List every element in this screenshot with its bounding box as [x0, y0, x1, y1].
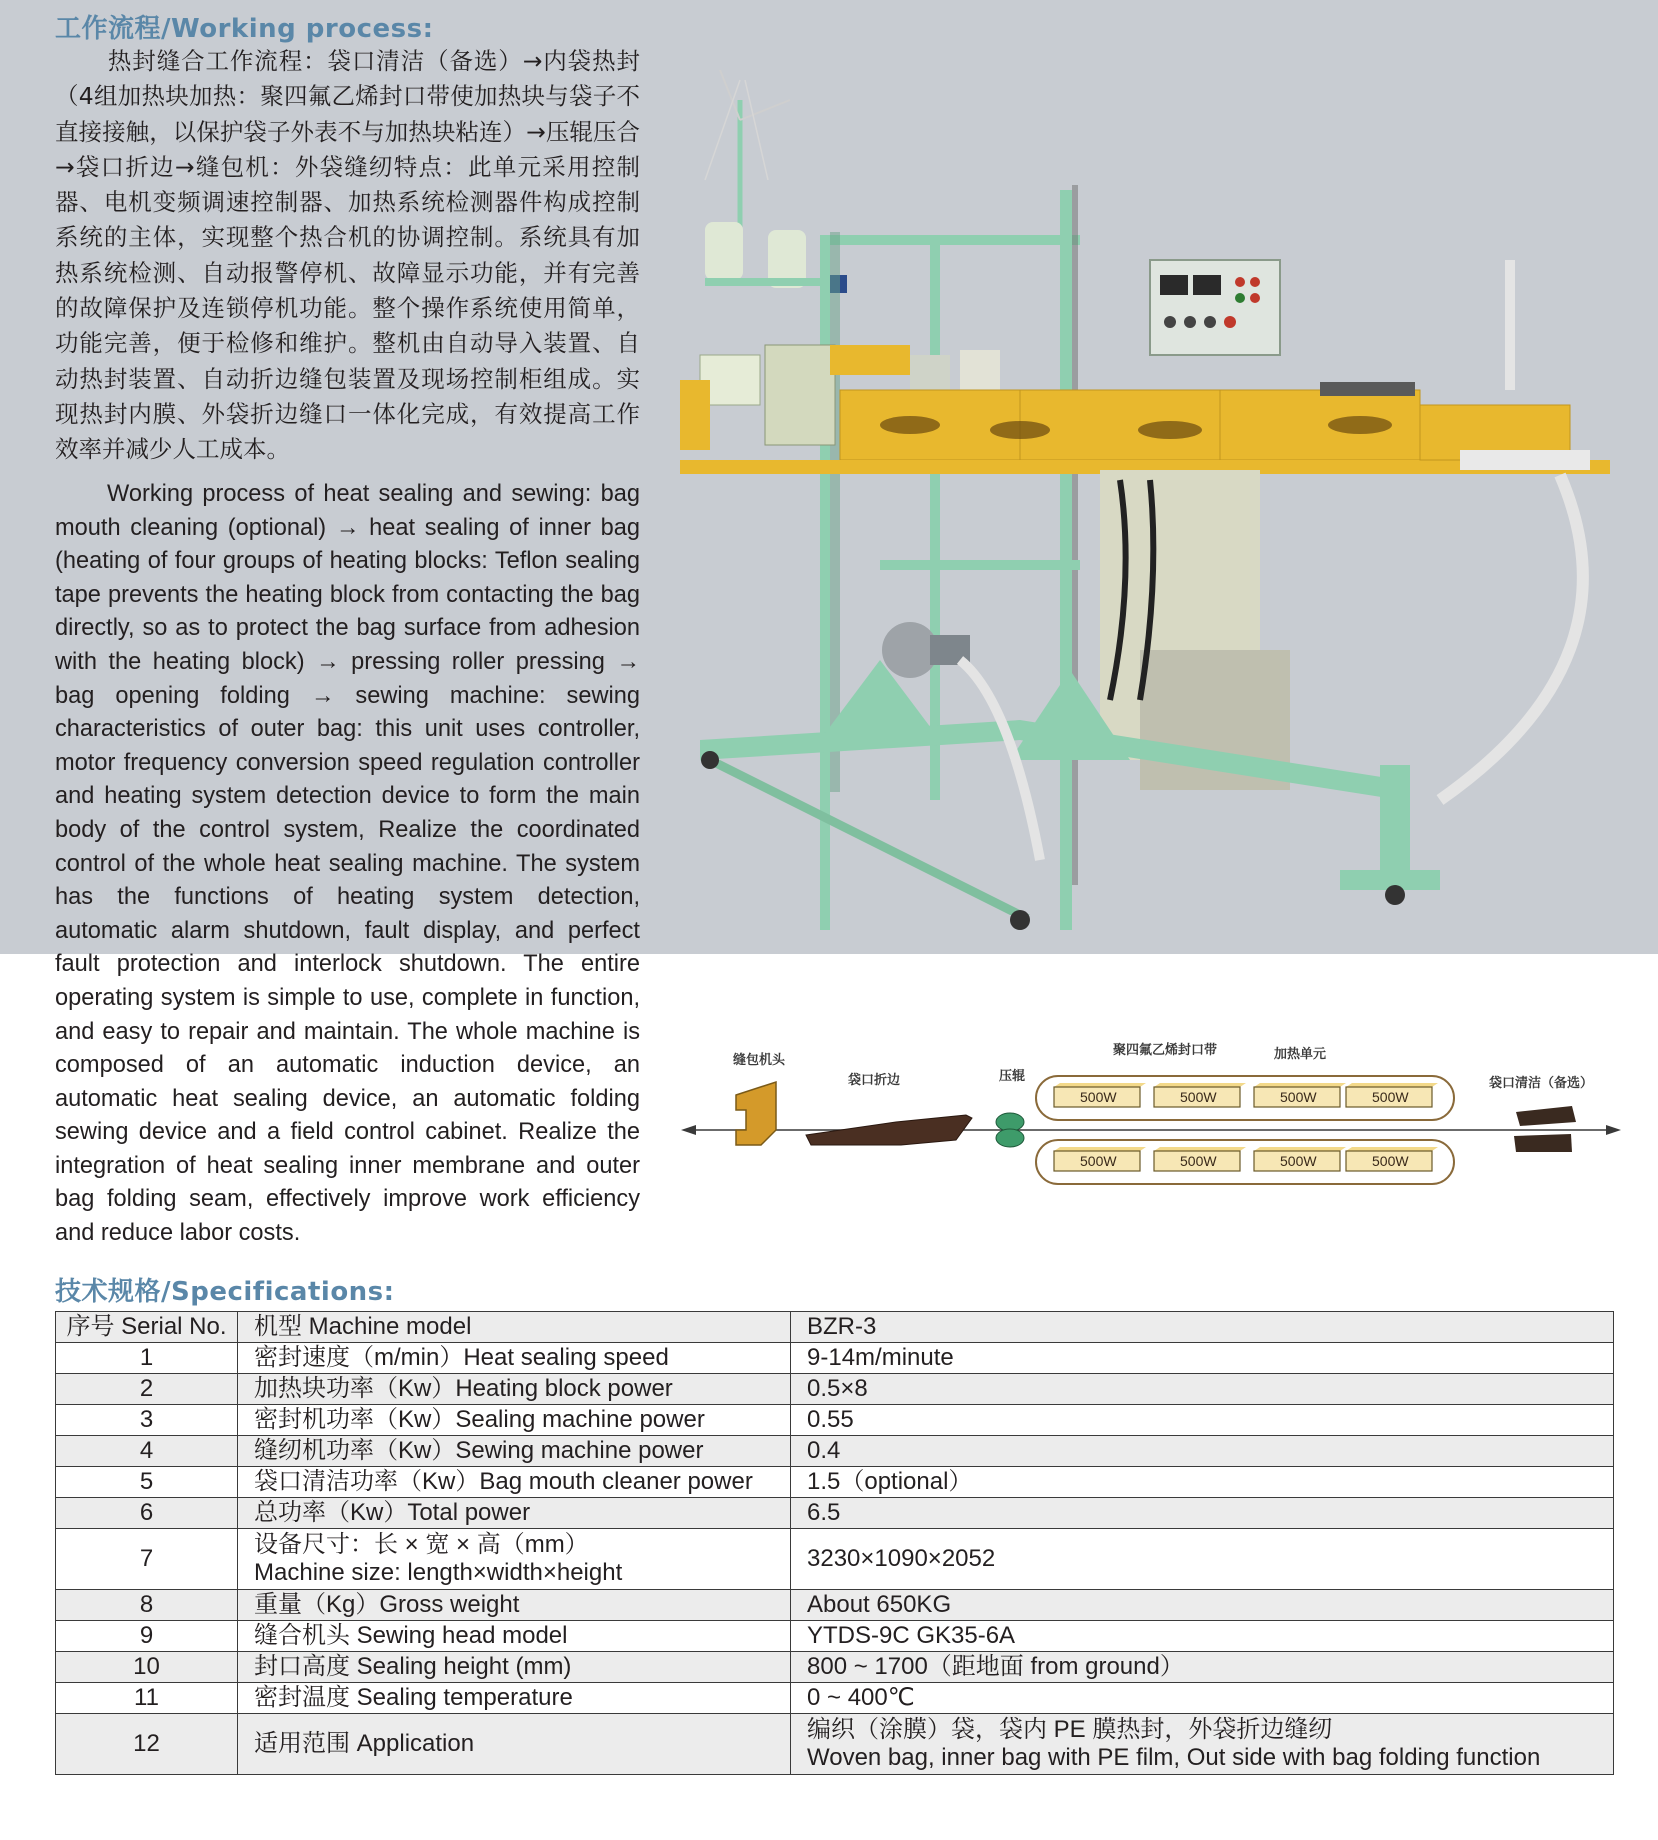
table-row — [56, 1652, 1614, 1683]
row-serial: 11 — [56, 1683, 238, 1714]
heater-label: 500W — [1280, 1089, 1317, 1105]
sewing-head-icon — [736, 1082, 776, 1145]
heater-block — [1054, 1083, 1146, 1107]
upper-frame — [820, 185, 1080, 930]
header-model-label: 机型 Machine model — [238, 1312, 791, 1343]
row-item: 密封机功率（Kw）Sealing machine power — [238, 1405, 791, 1436]
row-item: 适用范围 Application — [238, 1714, 791, 1775]
label-sewing-head: 缝包机头 — [733, 1053, 786, 1068]
row-value: 800 ~ 1700（距地面 from ground） — [791, 1652, 1614, 1683]
label-heating-unit: 加热单元 — [1274, 1047, 1327, 1062]
heater-label: 500W — [1372, 1153, 1409, 1169]
heater-block — [1346, 1147, 1438, 1171]
row-value-line2: Woven bag, inner bag with PE film, Out side with bag folding function — [807, 1744, 1541, 1771]
row-serial: 10 — [56, 1652, 238, 1683]
row-value: 9-14m/minute — [791, 1343, 1614, 1374]
row-value: 0.4 — [791, 1436, 1614, 1467]
arrow-left-icon — [681, 1125, 696, 1135]
label-teflon-tape: 聚四氟乙烯封口带 — [1113, 1043, 1218, 1058]
heater-label: 500W — [1280, 1153, 1317, 1169]
header-serial: 序号 Serial No. — [56, 1312, 238, 1343]
row-serial: 8 — [56, 1590, 238, 1621]
process-diagram — [676, 1030, 1626, 1195]
row-serial: 6 — [56, 1498, 238, 1529]
row-serial: 3 — [56, 1405, 238, 1436]
cleaner-lower-icon — [1514, 1134, 1572, 1152]
chinese-paragraph — [55, 44, 640, 468]
specifications-heading: 技术规格/Specifications: — [55, 1277, 395, 1307]
row-value: 0 ~ 400℃ — [791, 1683, 1614, 1714]
working-process-heading: 工作流程/Working process: — [55, 14, 434, 44]
row-item: 总功率（Kw）Total power — [238, 1498, 791, 1529]
table-header-row — [56, 1312, 1614, 1343]
cleaner-upper-icon — [1516, 1106, 1576, 1126]
heater-label: 500W — [1080, 1089, 1117, 1105]
label-roller: 压辊 — [999, 1069, 1026, 1084]
english-paragraph-text: Working process of heat sealing and sewing: bag mouth cleaning (optional) → heat sealing of inner bag (heating of four groups of heating blocks: Teflon sealing tape prevents the heating block from contacting the bag directly, so as to protect the bag surface from adhesion with the heating block) → pressing roller pressing → bag opening folding → sewing machine: sewing characteristics of outer bag: this unit uses controller, motor frequency conversion speed regulation controller and heating system detection device to form the main body of the control system, Realize the coordinated control of the whole heat sealing machine. The system has the functions of heating system detection, automatic alarm shutdown, fault display, and perfect fault protection and interlock shutdown. The entire operating system is simple to use, complete in function, and easy to repair and maintain. The whole machine is composed of an automatic induction device, an automatic heat sealing device, an automatic folding sewing device and a field control cabinet. Realize the integration of heat sealing inner membrane and outer bag folding seam, effectively improve work efficiency and reduce labor costs. — [55, 481, 640, 1247]
table-row — [56, 1714, 1614, 1775]
row-value: 3230×1090×2052 — [791, 1529, 1614, 1590]
row-item: 缝纫机功率（Kw）Sewing machine power — [238, 1436, 791, 1467]
heater-block — [1254, 1083, 1346, 1107]
heater-block — [1154, 1083, 1246, 1107]
row-value: About 650KG — [791, 1590, 1614, 1621]
machine-photo — [680, 60, 1640, 930]
row-item-line2: Machine size: length×width×height — [254, 1559, 623, 1586]
blower — [882, 622, 970, 678]
table-row — [56, 1405, 1614, 1436]
row-item: 重量（Kg）Gross weight — [238, 1590, 791, 1621]
row-item-line1: 设备尺寸：长 × 宽 × 高（mm） — [254, 1531, 589, 1558]
heater-block — [1154, 1147, 1246, 1171]
control-box — [1150, 260, 1280, 355]
row-value — [791, 1714, 1614, 1775]
row-value: 1.5（optional） — [791, 1467, 1614, 1498]
table-row — [56, 1529, 1614, 1590]
row-value-line1: 编织（涂膜）袋，袋内 PE 膜热封，外袋折边缝纫 — [807, 1716, 1333, 1743]
table-row — [56, 1467, 1614, 1498]
row-serial: 7 — [56, 1529, 238, 1590]
row-item: 密封温度 Sealing temperature — [238, 1683, 791, 1714]
chinese-paragraph-text: 热封缝合工作流程：袋口清洁（备选）→内袋热封（4组加热块加热：聚四氟乙烯封口带使加热块与袋子不直接接触，以保护袋子外表不与加热块粘连）→压辊压合→袋口折边→缝包机：外袋缝纫特点：此单元采用控制器、电机变频调速控制器、加热系统检测器件构成控制系统的主体，实现整个热合机的协调控制。系统具有加热系统检测、自动报警停机、故障显示功能，并有完善的故障保护及连锁停机功能。整个操作系统使用简单，功能完善，便于检修和维护。整机由自动导入装置、自动热封装置、自动折边缝包装置及现场控制柜组成。实现热封内膜、外袋折边缝口一体化完成，有效提高工作效率并减少人工成本。 — [55, 47, 640, 464]
row-serial: 4 — [56, 1436, 238, 1467]
table-row — [56, 1683, 1614, 1714]
heater-blocks — [1054, 1083, 1438, 1171]
heater-label: 500W — [1180, 1089, 1217, 1105]
row-serial: 9 — [56, 1621, 238, 1652]
heater-block — [1054, 1147, 1146, 1171]
heater-label: 500W — [1080, 1153, 1117, 1169]
row-item: 袋口清洁功率（Kw）Bag mouth cleaner power — [238, 1467, 791, 1498]
arrow-right-icon — [1606, 1125, 1621, 1135]
label-folding: 袋口折边 — [848, 1073, 901, 1088]
english-paragraph — [55, 478, 640, 1251]
row-value: YTDS-9C GK35-6A — [791, 1621, 1614, 1652]
heater-block — [1254, 1147, 1346, 1171]
table-row — [56, 1498, 1614, 1529]
row-item — [238, 1529, 791, 1590]
heater-label: 500W — [1372, 1089, 1409, 1105]
heater-label: 500W — [1180, 1153, 1217, 1169]
row-serial: 5 — [56, 1467, 238, 1498]
row-item: 缝合机头 Sewing head model — [238, 1621, 791, 1652]
row-value: 0.55 — [791, 1405, 1614, 1436]
row-serial: 1 — [56, 1343, 238, 1374]
row-serial: 2 — [56, 1374, 238, 1405]
row-value: 0.5×8 — [791, 1374, 1614, 1405]
label-cleaning: 袋口清洁（备选） — [1489, 1076, 1594, 1091]
table-row — [56, 1374, 1614, 1405]
table-row — [56, 1436, 1614, 1467]
row-serial: 12 — [56, 1714, 238, 1775]
heater-block — [1346, 1083, 1438, 1107]
header-model-value: BZR-3 — [791, 1312, 1614, 1343]
row-value: 6.5 — [791, 1498, 1614, 1529]
table-row — [56, 1590, 1614, 1621]
row-item: 加热块功率（Kw）Heating block power — [238, 1374, 791, 1405]
specifications-table — [55, 1311, 1614, 1775]
row-item: 封口高度 Sealing height (mm) — [238, 1652, 791, 1683]
table-row — [56, 1343, 1614, 1374]
table-row — [56, 1621, 1614, 1652]
row-item: 密封速度（m/min）Heat sealing speed — [238, 1343, 791, 1374]
